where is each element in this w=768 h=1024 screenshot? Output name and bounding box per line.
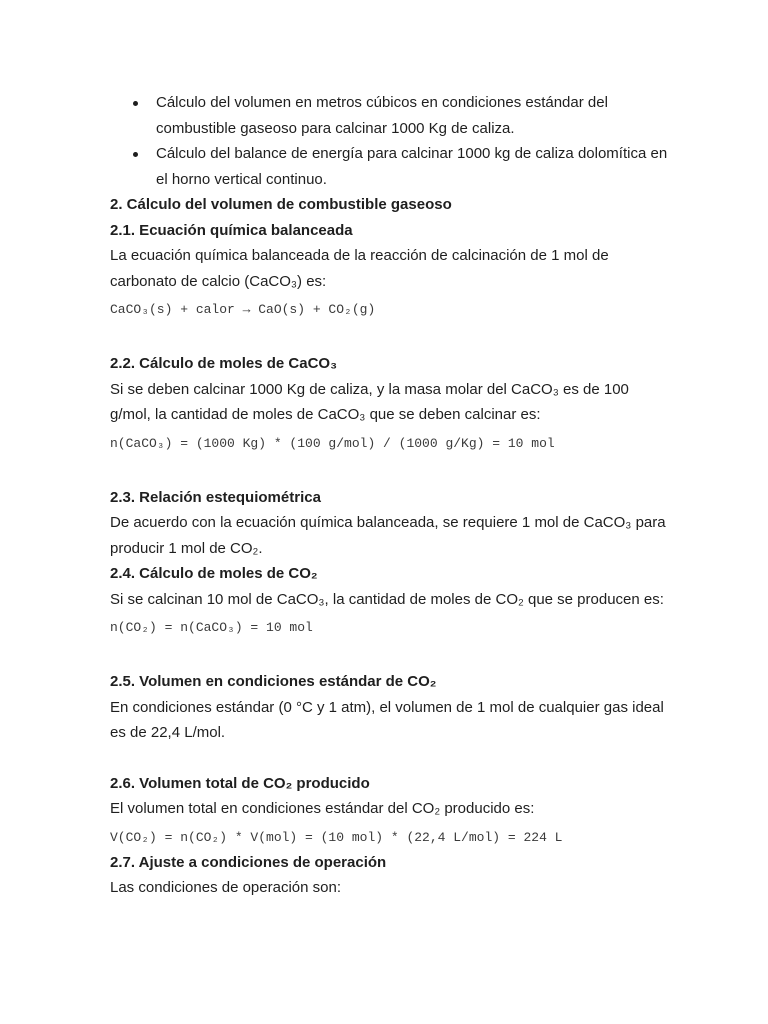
paragraph: Si se deben calcinar 1000 Kg de caliza, y la masa molar del CaCO₃ es de 100 g/mol, la cantidad de moles de CaCO₃ que se deben calcinar es:	[110, 380, 629, 423]
subsection-heading: 2.6. Volumen total de CO₂ producido	[110, 774, 370, 792]
paragraph: Las condiciones de operación son:	[110, 879, 341, 896]
list-item: Cálculo del balance de energía para calcinar 1000 kg de caliza dolomítica en el horno vertical continuo.	[156, 141, 670, 192]
subsection-heading: 2.7. Ajuste a condiciones de operación	[110, 853, 387, 871]
subsection-heading: 2.1. Ecuación química balanceada	[110, 221, 353, 239]
equation: n(CO₂) = n(CaCO₃) = 10 mol	[110, 620, 313, 635]
equation: n(CaCO₃) = (1000 Kg) * (100 g/mol) / (1000 g/Kg) = 10 mol	[110, 435, 555, 451]
section-heading: 2. Cálculo del volumen de combustible gaseoso	[110, 196, 452, 213]
list-item: Cálculo del volumen en metros cúbicos en condiciones estándar del combustible gaseoso para calcinar 1000 Kg de caliza.	[156, 90, 670, 141]
objectives-list	[110, 90, 670, 192]
equation: CaCO₃(s) + calor → CaO(s) + CO₂(g)	[110, 302, 376, 317]
paragraph: De acuerdo con la ecuación química balanceada, se requiere 1 mol de CaCO₃ para producir 1 mol de CO₂.	[110, 514, 666, 557]
subsection-heading: 2.5. Volumen en condiciones estándar de CO₂	[110, 673, 437, 690]
paragraph: En condiciones estándar (0 °C y 1 atm), el volumen de 1 mol de cualquier gas ideal es de 22,4 L/mol.	[110, 698, 664, 741]
paragraph: La ecuación química balanceada de la reacción de calcinación de 1 mol de carbonato de calcio (CaCO₃) es:	[110, 247, 609, 290]
paragraph: Si se calcinan 10 mol de CaCO₃, la cantidad de moles de CO₂ que se producen es:	[110, 590, 664, 608]
paragraph: El volumen total en condiciones estándar del CO₂ producido es:	[110, 800, 535, 817]
subsection-heading: 2.4. Cálculo de moles de CO₂	[110, 565, 318, 582]
document-page	[110, 90, 670, 901]
subsection-heading: 2.3. Relación estequiométrica	[110, 488, 321, 506]
subsection-heading: 2.2. Cálculo de moles de CaCO₃	[110, 355, 338, 372]
equation: V(CO₂) = n(CO₂) * V(mol) = (10 mol) * (22,4 L/mol) = 224 L	[110, 829, 563, 845]
